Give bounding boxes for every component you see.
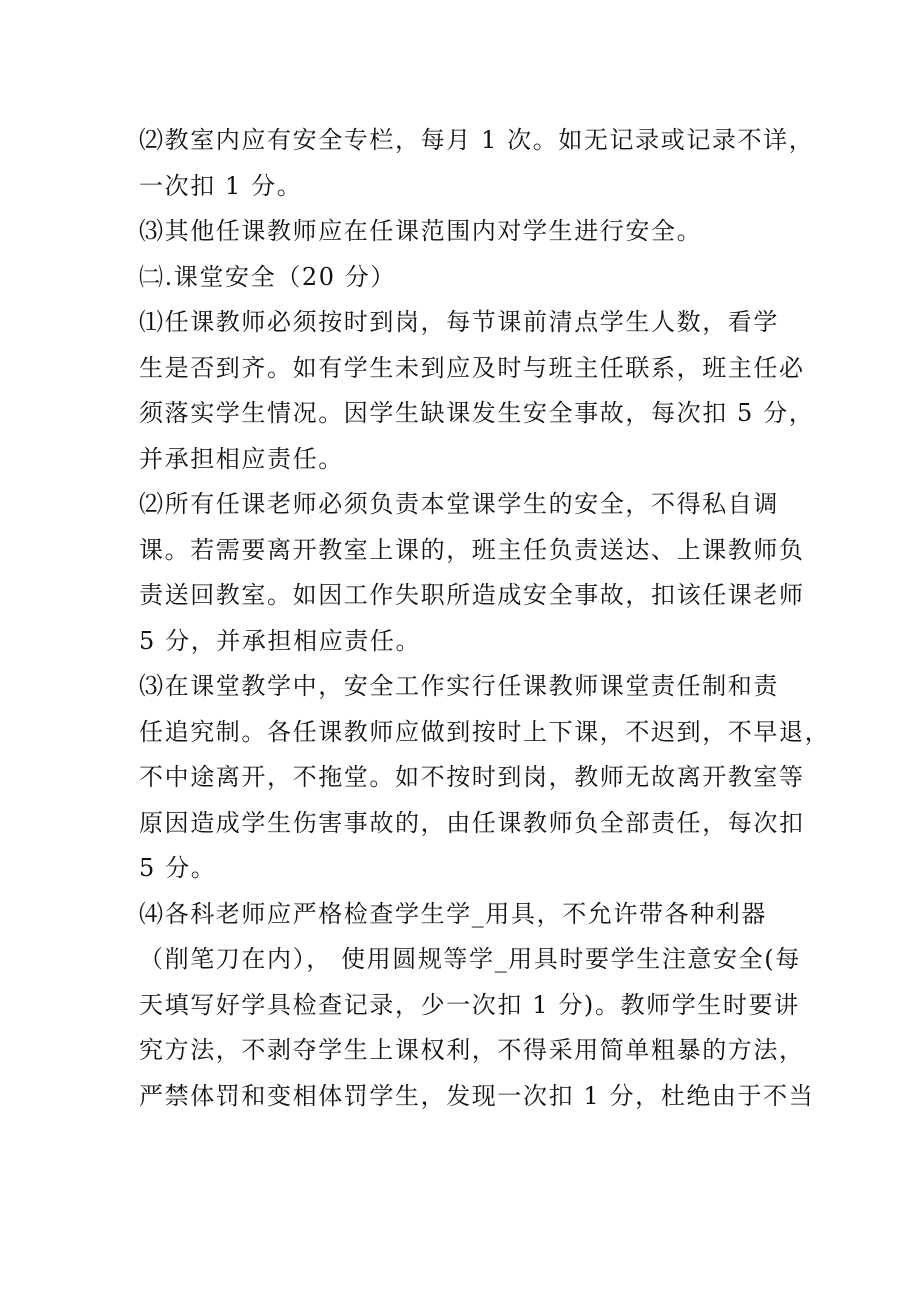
paragraph-classroom-safety-column [139,118,815,209]
text-line: 任追究制。各任课教师应做到按时上下课，不迟到，不早退， [139,717,831,746]
text-line: ⑶其他任课教师应在任课范围内对学生进行安全。 [139,217,703,245]
paragraph-other-teachers [139,209,799,255]
text-line: 严禁体罚和变相体罚学生，发现一次扣 1 分，杜绝由于不当 [139,1081,815,1110]
text-line: 生是否到齐。如有学生未到应及时与班主任联系，班主任必 [139,353,805,382]
paragraph-class-responsibility [139,482,805,664]
section-heading-text: ㈡.课堂安全（20 分） [139,262,396,291]
text-line: 5 分。 [139,854,217,882]
text-line: 5 分，并承担相应责任。 [139,626,422,655]
document-body [139,118,831,1119]
text-line: 天填写好学具检查记录，少一次扣 1 分)。教师学生时要讲 [139,990,800,1019]
text-line: 须落实学生情况。因学生缺课发生安全事故，每次扣 5 分， [139,399,815,427]
text-line: 课。若需要离开教室上课的，班主任负责送达、上课教师负 [139,535,805,564]
text-line: 不中途离开，不拖堂。如不按时到岗，教师无故离开教室等 [139,763,805,791]
text-line: 原因造成学生伤害事故的，由任课教师负全部责任，每次扣 [139,808,805,837]
text-line: ⑷各科老师应严格检查学生学_用具，不允许带各种利器 [139,899,767,928]
paragraph-attendance [139,300,815,482]
paragraph-accountability [139,664,831,892]
text-line: ⑵所有任课老师必须负责本堂课学生的安全，不得私自调 [139,490,779,518]
text-line: 究方法，不剥夺学生上课权利，不得采用简单粗暴的方法， [139,1036,805,1064]
text-line: ⑵教室内应有安全专栏，每月 1 次。如无记录或记录不详， [139,126,815,154]
text-line: ⑴任课教师必须按时到岗，每节课前清点学生人数，看学 [139,308,779,336]
text-line: 责送回教室。如因工作失职所造成安全事故，扣该任课老师 [139,581,805,609]
text-line: ⑶在课堂教学中，安全工作实行任课教师课堂责任制和责 [139,672,779,700]
paragraph-supplies-check [139,892,815,1120]
text-line: （削笔刀在内）， 使用圆规等学_用具时要学生注意安全(每 [139,945,801,973]
text-line: 并承担相应责任。 [139,444,344,473]
section-heading-classroom-safety [139,255,799,301]
text-line: 一次扣 1 分。 [139,171,303,200]
